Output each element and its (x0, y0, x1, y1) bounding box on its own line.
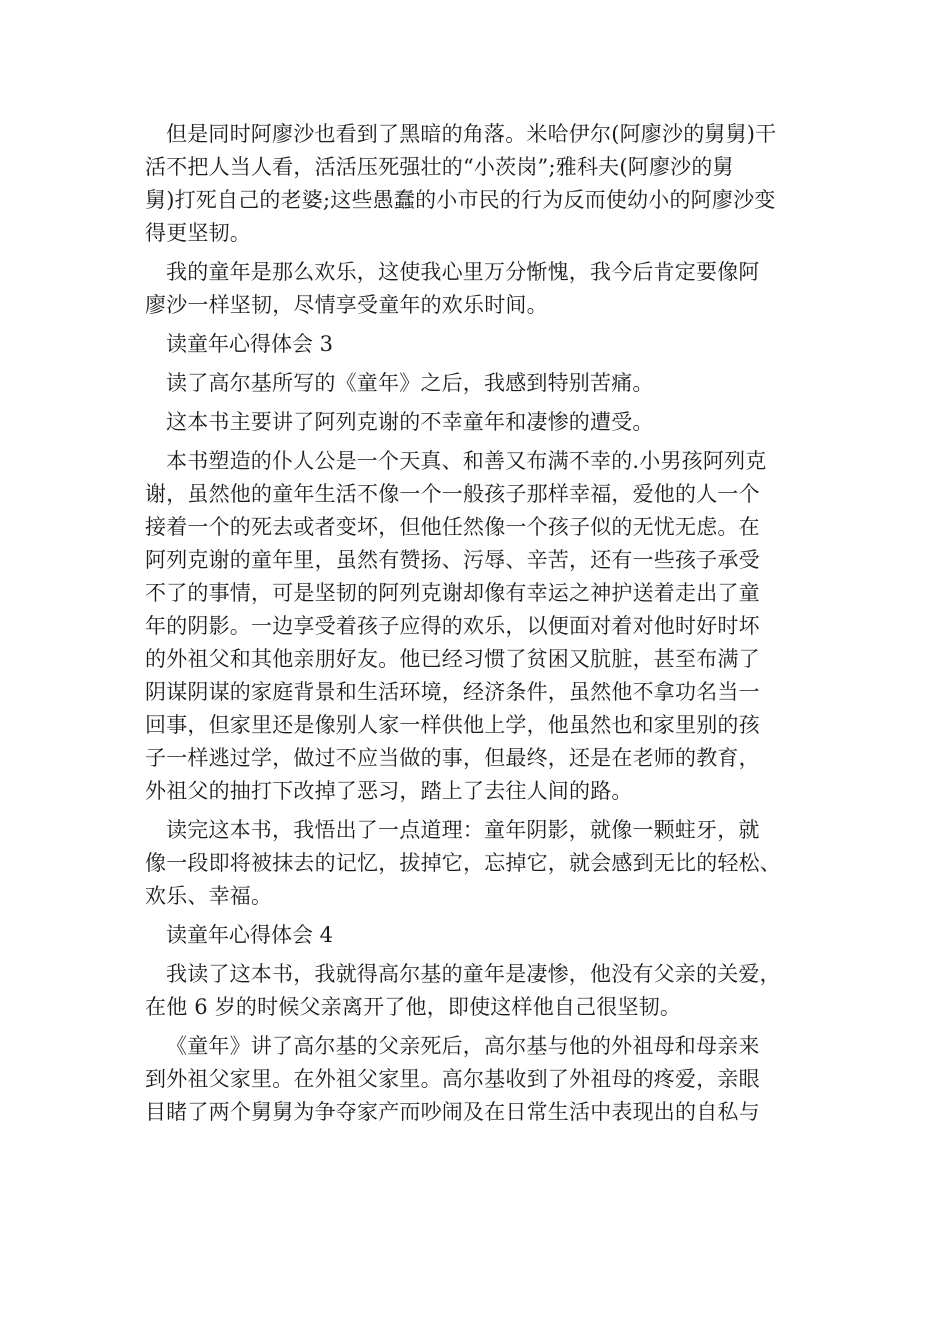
text-line: 年的阴影。一边享受着孩子应得的欢乐，以便面对着对他时好时坏 (145, 614, 760, 638)
text-line: 读完这本书，我悟出了一点道理：童年阴影，就像一颗蛀牙，就 (166, 818, 760, 842)
section-heading (145, 328, 825, 361)
paragraph (145, 406, 825, 439)
text-line: 舅)打死自己的老婆;这些愚蠢的小市民的行为反而使幼小的阿廖沙变 (145, 188, 776, 212)
text-line: 的外祖父和其他亲朋好友。他已经习惯了贫困又肮脏，甚至布满了 (145, 647, 760, 671)
paragraph (145, 367, 825, 400)
text-line: 在他 6 岁的时候父亲离开了他，即使这样他自己很坚韧。 (145, 995, 682, 1019)
paragraph (145, 256, 825, 322)
paragraph (145, 118, 825, 250)
paragraph (145, 958, 825, 1024)
text-line: 读了高尔基所写的《童年》之后，我感到特别苦痛。 (166, 371, 654, 395)
text-line: 回事，但家里还是像别人家一样供他上学，他虽然也和家里别的孩 (145, 713, 760, 737)
text-line: 外祖父的抽打下改掉了恶习，踏上了去往人间的路。 (145, 779, 633, 803)
text-line: 本书塑造的仆人公是一个天真、和善又布满不幸的.小男孩阿列克 (166, 449, 767, 473)
paragraph (145, 1030, 825, 1129)
text-line: 目睹了两个舅舅为争夺家产而吵闹及在日常生活中表现出的自私与 (145, 1100, 760, 1124)
text-line: 读童年心得体会 4 (166, 923, 334, 947)
text-line: 但是同时阿廖沙也看到了黑暗的角落。米哈伊尔(阿廖沙的舅舅)干 (166, 122, 777, 146)
document-body (145, 118, 825, 1135)
text-line: 欢乐、幸福。 (145, 884, 273, 908)
text-line: 不了的事情，可是坚韧的阿列克谢却像有幸运之神护送着走出了童 (145, 581, 760, 605)
text-line: 这本书主要讲了阿列克谢的不幸童年和凄惨的遭受。 (166, 410, 654, 434)
text-line: 我的童年是那么欢乐，这使我心里万分惭愧，我今后肯定要像阿 (166, 260, 760, 284)
text-line: 廖沙一样坚韧，尽情享受童年的欢乐时间。 (145, 293, 548, 317)
text-line: 《童年》讲了高尔基的父亲死后，高尔基与他的外祖母和母亲来 (166, 1034, 760, 1058)
text-line: 接着一个的死去或者变坏，但他任然像一个孩子似的无忧无虑。在 (145, 515, 760, 539)
text-line: 读童年心得体会 3 (166, 332, 334, 356)
text-line: 阿列克谢的童年里，虽然有赞扬、污辱、辛苦，还有一些孩子承受 (145, 548, 760, 572)
paragraph (145, 445, 825, 808)
text-line: 我读了这本书，我就得高尔基的童年是凄惨，他没有父亲的关爱， (166, 962, 781, 986)
text-line: 阴谋阴谋的家庭背景和生活环境，经济条件，虽然他不拿功名当一 (145, 680, 760, 704)
text-line: 得更坚韧。 (145, 221, 251, 245)
text-line: 子一样逃过学，做过不应当做的事，但最终，还是在老师的教育， (145, 746, 760, 770)
text-line: 活不把人当人看，活活压死强壮的“小茨岗”;雅科夫(阿廖沙的舅 (145, 155, 734, 179)
section-heading (145, 919, 825, 952)
paragraph (145, 814, 825, 913)
text-line: 到外祖父家里。在外祖父家里。高尔基收到了外祖母的疼爱，亲眼 (145, 1067, 760, 1091)
text-line: 谢，虽然他的童年生活不像一个一般孩子那样幸福，爱他的人一个 (145, 482, 760, 506)
text-line: 像一段即将被抹去的记忆，拔掉它，忘掉它，就会感到无比的轻松、 (145, 851, 781, 875)
